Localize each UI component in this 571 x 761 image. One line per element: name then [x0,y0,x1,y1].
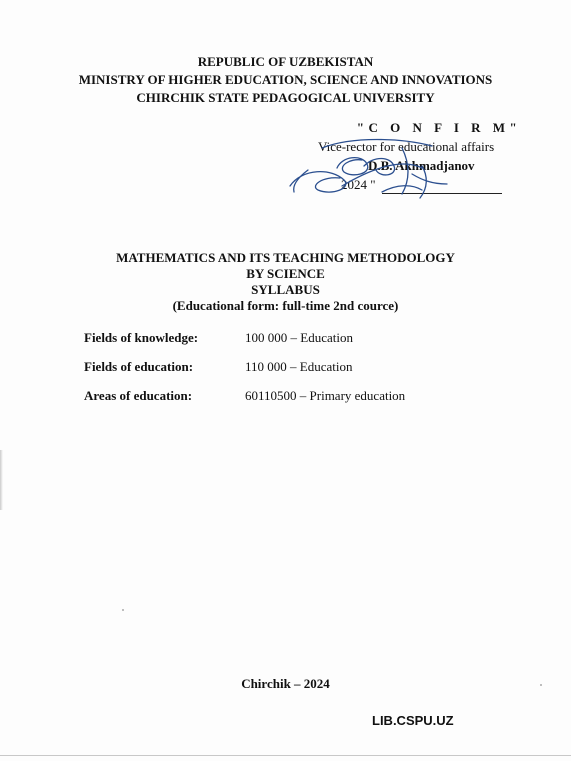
header-country: REPUBLIC OF UZBEKISTAN [197,54,374,69]
page-bottom-edge [0,755,571,756]
course-title-sub: BY SCIENCE [246,266,325,281]
field-label: Fields of education: [84,359,194,374]
field-label: Areas of education: [84,388,193,403]
educational-form: (Educational form: full-time 2nd cource) [172,298,399,313]
header-ministry: MINISTRY OF HIGHER EDUCATION, SCIENCE AND INNOVATIONS [78,72,493,87]
field-value: 60110500 – Primary education [245,388,406,403]
confirm-position: Vice-rector for educational affairs [318,139,495,154]
document-type: SYLLABUS [251,282,320,297]
field-value: 100 000 – Education [245,330,353,345]
scan-speck [122,609,124,611]
library-watermark: LIB.CSPU.UZ [372,713,454,728]
field-value: 110 000 – Education [245,359,353,374]
confirm-date-prefix: 2024 " [341,177,376,192]
confirm-signer: D.B. Akhmadjanov [368,158,475,173]
document-header [0,53,571,107]
field-label: Fields of knowledge: [84,330,199,345]
handwritten-signature [282,128,462,200]
header-university: CHIRCHIK STATE PEDAGOGICAL UNIVERSITY [136,90,435,105]
footer-city-year: Chirchik – 2024 [241,676,330,691]
confirm-title: "C O N F I R M" [356,120,522,135]
syllabus-title-block [0,250,571,314]
course-title: MATHEMATICS AND ITS TEACHING METHODOLOGY [116,250,455,265]
scan-edge-shadow [0,450,3,510]
